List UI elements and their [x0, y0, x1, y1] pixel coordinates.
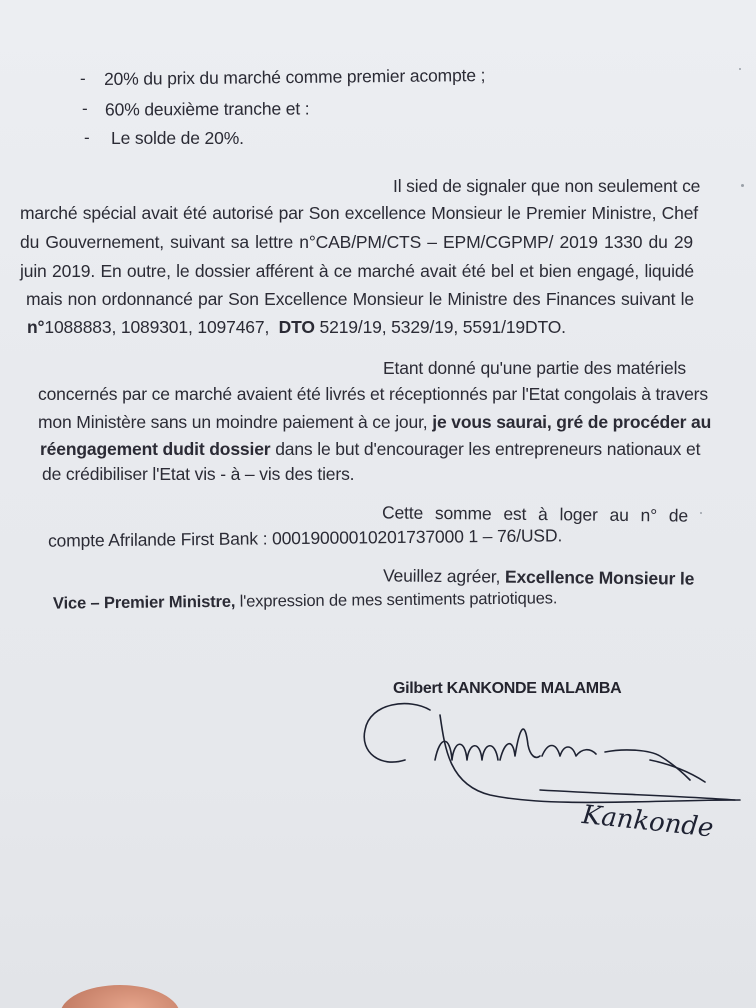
account-number: compte Afrilande First Bank : 00019000010201737000 1 – 76/USD. — [47, 525, 563, 551]
list-marker: - — [84, 128, 90, 147]
signatory-name: Gilbert KANKONDE MALAMBA — [393, 680, 622, 697]
paragraph-line: Il sied de signaler que non seulement ce — [393, 176, 701, 196]
scan-speck — [741, 184, 744, 187]
handwritten-name: Kankonde — [580, 799, 715, 844]
paragraph-line: mon Ministère sans un moindre paiement à ce jour, je vous saurai, gré de procéder au — [38, 412, 712, 432]
paragraph-line: Etant donné qu'une partie des matériels — [383, 358, 686, 378]
handwritten-signature — [350, 690, 750, 860]
list-marker: - — [80, 69, 86, 88]
list-marker: - — [82, 99, 88, 118]
paragraph-line: n°1088883, 1089301, 1097467, DTO 5219/19, 5329/19, 5591/19DTO. — [27, 317, 566, 337]
paragraph-line: Vice – Premier Ministre, l'expression de mes sentiments patriotiques. — [52, 589, 558, 613]
paragraph-line: concernés par ce marché avaient été livrés et réceptionnés par l'Etat congolais à travers — [38, 384, 708, 404]
paragraph-line: de crédibiliser l'Etat vis - à – vis des tiers. — [42, 464, 355, 484]
paragraph-line: juin 2019. En outre, le dossier afférent à ce marché avait été bel et bien engagé, liquidé — [20, 261, 694, 281]
paragraph-line: réengagement dudit dossier dans le but d'encourager les entrepreneurs nationaux et — [40, 439, 701, 459]
list-item: 20% du prix du marché comme premier acompte ; — [103, 65, 486, 89]
paragraph-line: Cette somme est à loger au n° de — [381, 502, 689, 526]
paragraph-line: mais non ordonnancé par Son Excellence Monsieur le Ministre des Finances suivant le — [26, 289, 694, 309]
finger-edge — [60, 985, 180, 1008]
paragraph-line: Veuillez agréer, Excellence Monsieur le — [382, 565, 695, 589]
paragraph-line: du Gouvernement, suivant sa lettre n°CAB/PM/CTS – EPM/CGPMP/ 2019 1330 du 29 — [20, 232, 693, 252]
list-item: Le solde de 20%. — [111, 128, 244, 148]
paragraph-line: marché spécial avait été autorisé par Son excellence Monsieur le Premier Ministre, Chef — [20, 203, 698, 223]
scan-speck — [739, 68, 741, 70]
scan-speck — [700, 512, 702, 514]
list-item: 60% deuxième tranche et : — [104, 98, 310, 120]
